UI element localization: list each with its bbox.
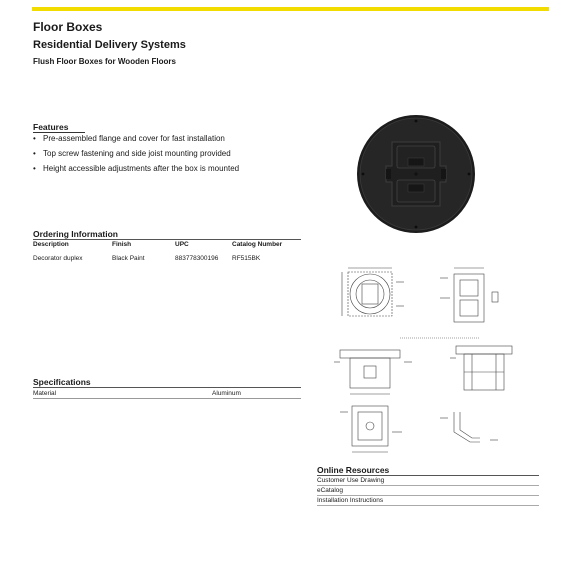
column-header: Finish [112,241,132,248]
spec-label: Material [33,390,57,397]
floor-box-cover-image [356,114,476,234]
link-divider [317,505,539,506]
specifications-rule [33,387,301,388]
features-rule [33,132,85,133]
page-subtitle: Residential Delivery Systems [33,39,186,51]
table-cell: RF515BK [232,255,261,262]
spec-row-rule [33,398,301,399]
table-cell: 883778300196 [175,255,219,262]
link-installation-instructions[interactable]: Installation Instructions [317,497,384,504]
page-subtitle-secondary: Flush Floor Boxes for Wooden Floors [33,57,176,66]
feature-item: • Top screw fastening and side joist mounting provided [33,149,231,158]
link-customer-use-drawing[interactable]: Customer Use Drawing [317,477,385,484]
ordering-heading: Ordering Information [33,229,118,239]
link-divider [317,485,539,486]
spec-value: Aluminum [212,390,241,397]
accent-bar [32,7,549,11]
online-resources-rule [317,475,539,476]
link-divider [317,495,539,496]
online-resources-heading: Online Resources [317,465,390,475]
ordering-rule [33,239,301,240]
column-header: UPC [175,241,189,248]
column-header: Catalog Number [232,241,283,248]
table-cell: Black Paint [112,255,145,262]
link-ecatalog[interactable]: eCatalog [317,487,344,494]
dimension-drawings [330,262,530,457]
specifications-heading: Specifications [33,377,91,387]
feature-item: • Pre-assembled flange and cover for fast installation [33,134,225,143]
table-cell: Decorator duplex [33,255,83,262]
features-heading: Features [33,122,69,132]
feature-item: • Height accessible adjustments after the box is mounted [33,164,240,173]
page-title: Floor Boxes [33,20,103,34]
column-header: Description [33,241,69,248]
